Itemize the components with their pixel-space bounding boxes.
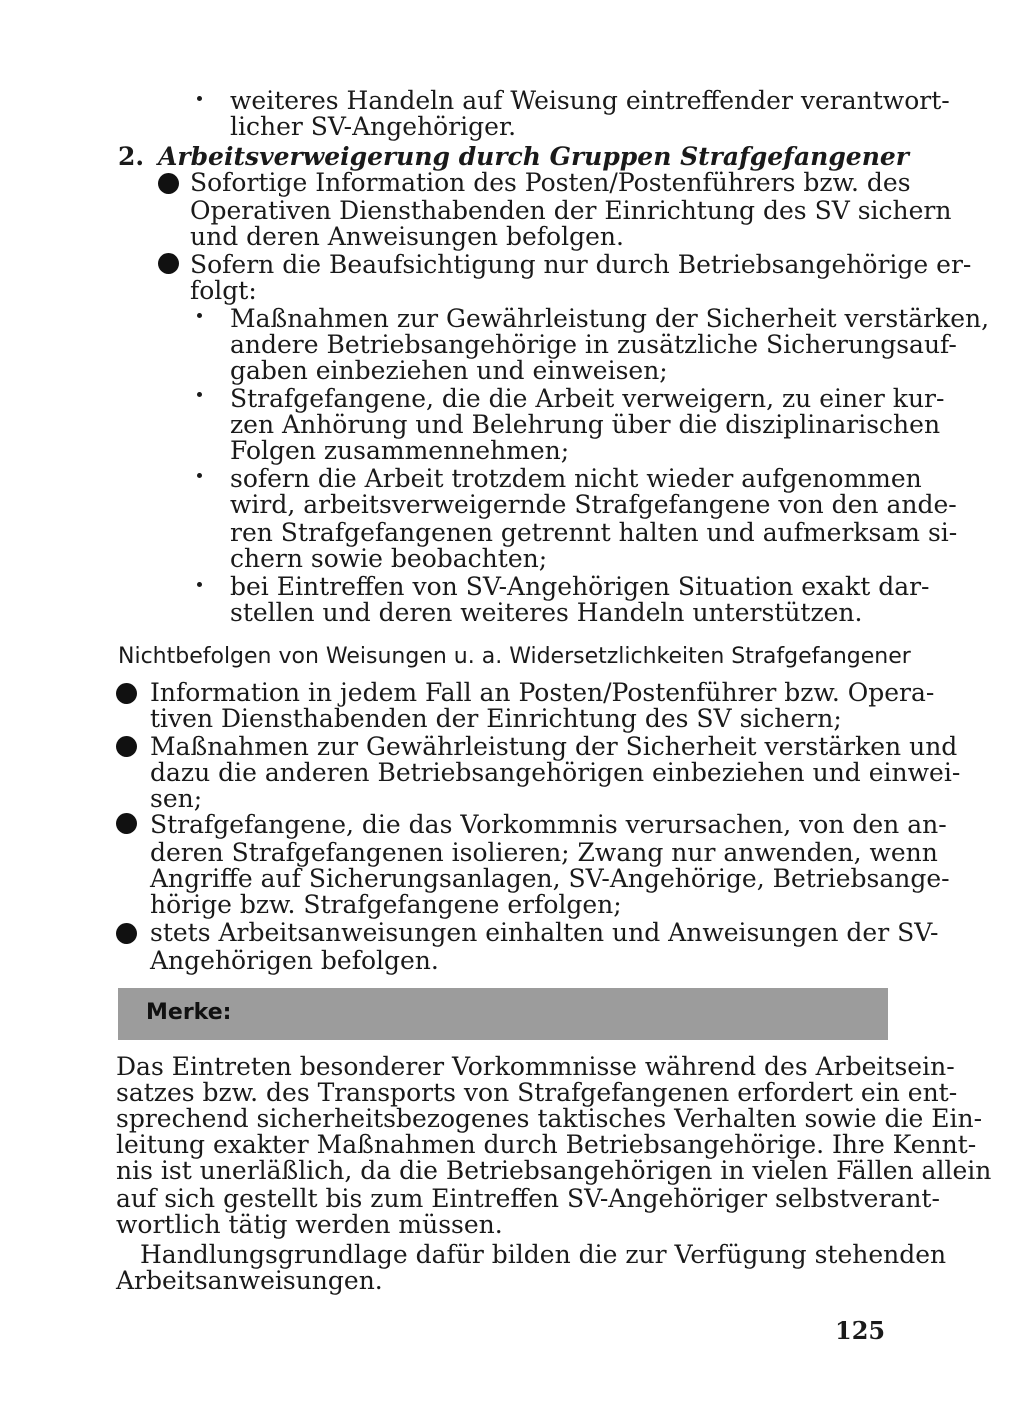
paragraph-line: leitung exakter Maßnahmen durch Betriebsangehörige. Ihre Kennt- [116,1130,977,1159]
list-item-line: zen Anhörung und Belehrung über die disziplinarischen [230,410,941,439]
page-number: 125 [835,1316,886,1345]
note-label: Merke: [146,1000,232,1025]
paragraph-line: wortlich tätig werden müssen. [116,1210,503,1239]
list-item-line: und deren Anweisungen befolgen. [190,222,624,251]
list-item-line: andere Betriebsangehörige in zusätzliche Sicherungsauf- [230,330,957,359]
small-bullet-icon [197,313,202,318]
paragraph-line: satzes bzw. des Transports von Strafgefangenen erfordert ein ent- [116,1078,958,1107]
section-heading: Arbeitsverweigerung durch Gruppen Strafgefangener [158,142,909,171]
list-item-line: chern sowie beobachten; [230,544,548,573]
list-item-line: bei Eintreffen von SV-Angehörigen Situation exakt dar- [230,572,930,601]
note-banner [118,988,888,1040]
round-bullet-icon [116,736,137,757]
paragraph-line: Handlungsgrundlage dafür bilden die zur Verfügung stehenden [140,1240,947,1269]
round-bullet-icon [116,813,137,834]
list-item-line: Sofern die Beaufsichtigung nur durch Betriebsangehörige er- [190,250,972,279]
list-item-line: Maßnahmen zur Gewährleistung der Sicherheit verstärken, [230,304,990,333]
small-bullet-icon [197,582,202,587]
list-item-line: ren Strafgefangenen getrennt halten und aufmerksam si- [230,518,958,547]
paragraph-line: auf sich gestellt bis zum Eintreffen SV-Angehöriger selbstverant- [116,1184,940,1213]
list-item-line: dazu die anderen Betriebsangehörigen einbeziehen und einwei- [150,758,961,787]
list-item-line: wird, arbeitsverweigernde Strafgefangene von den ande- [230,490,957,519]
list-item-line: tiven Diensthabenden der Einrichtung des SV sichern; [150,704,842,733]
list-item-line: Angriffe auf Sicherungsanlagen, SV-Angehörige, Betriebsange- [150,864,950,893]
list-item-line: weiteres Handeln auf Weisung eintreffender verantwort- [230,86,950,115]
list-item-line: Information in jedem Fall an Posten/Postenführer bzw. Opera- [150,678,935,707]
round-bullet-icon [158,253,179,274]
list-item-line: folgt: [190,276,257,305]
list-item-line: stellen und deren weiteres Handeln unterstützen. [230,598,863,627]
list-item-line: Maßnahmen zur Gewährleistung der Sicherheit verstärken und [150,732,958,761]
list-item-line: hörige bzw. Strafgefangene erfolgen; [150,890,622,919]
list-item-line: Angehörigen befolgen. [150,946,439,975]
small-bullet-icon [197,473,202,478]
paragraph-line: nis ist unerläßlich, da die Betriebsangehörigen in vielen Fällen allein [116,1156,992,1185]
list-item-line: Folgen zusammennehmen; [230,436,570,465]
small-bullet-icon [197,392,202,397]
paragraph-line: Das Eintreten besonderer Vorkommnisse während des Arbeitsein- [116,1052,955,1081]
list-item-line: sofern die Arbeit trotzdem nicht wieder aufgenommen [230,464,922,493]
list-item-line: Strafgefangene, die die Arbeit verweigern, zu einer kur- [230,384,945,413]
round-bullet-icon [116,683,137,704]
round-bullet-icon [158,173,179,194]
paragraph-line: Arbeitsanweisungen. [116,1266,383,1295]
section-heading: Nichtbefolgen von Weisungen u. a. Widersetzlichkeiten Strafgefangener [118,644,911,669]
small-bullet-icon [197,96,202,101]
list-item-line: gaben einbeziehen und einweisen; [230,356,668,385]
list-item-line: Sofortige Information des Posten/Postenführers bzw. des [190,168,911,197]
list-item-line: deren Strafgefangenen isolieren; Zwang nur anwenden, wenn [150,838,938,867]
paragraph-line: sprechend sicherheitsbezogenes taktisches Verhalten sowie die Ein- [116,1104,983,1133]
section-number: 2. [118,142,145,171]
list-item-line: licher SV-Angehöriger. [230,112,517,141]
list-item-line: Strafgefangene, die das Vorkommnis verursachen, von den an- [150,810,947,839]
list-item-line: Operativen Diensthabenden der Einrichtung des SV sichern [190,196,952,225]
list-item-line: sen; [150,784,203,813]
round-bullet-icon [116,923,137,944]
list-item-line: stets Arbeitsanweisungen einhalten und Anweisungen der SV- [150,918,939,947]
